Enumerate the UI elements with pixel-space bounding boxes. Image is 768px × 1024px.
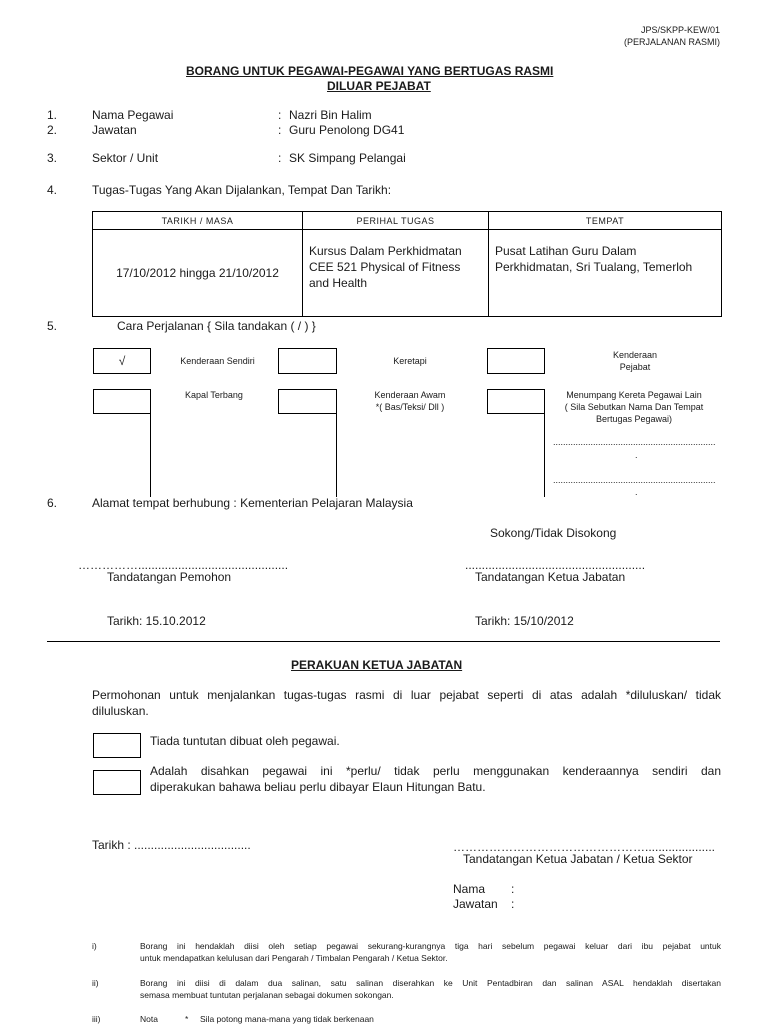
cell-task-line: CEE 521 Physical of Fitness	[309, 260, 461, 274]
note-text: Sila potong mana-mana yang tidak berkenaan	[200, 1014, 374, 1024]
section-6-number: 6.	[47, 496, 58, 510]
field-colon: :	[278, 108, 282, 122]
form-type: (PERJALANAN RASMI)	[623, 37, 720, 47]
header-task: PERIHAL TUGAS	[303, 212, 489, 230]
head-date: Tarikh: 15/10/2012	[475, 614, 574, 628]
note-number: i)	[92, 941, 97, 951]
section-4-number: 4.	[47, 183, 58, 197]
label-office-vehicle	[585, 349, 685, 373]
cell-task-line: and Health	[309, 276, 368, 290]
field-number: 3.	[47, 151, 58, 165]
certification-signature-line: ………………………………………….....................	[453, 840, 715, 854]
checkbox-airplane[interactable]	[93, 389, 151, 414]
applicant-date: Tarikh: 15.10.2012	[107, 614, 206, 628]
field-number: 1.	[47, 108, 58, 122]
note-line: Borang ini diisi di dalam dua salinan, satu salinan diserahkan ke Unit Pentadbiran dan salinan ASAL hendaklah disertakan	[140, 978, 721, 988]
form-title-line1: BORANG UNTUK PEGAWAI-PEGAWAI YANG BERTUGAS RASMI	[186, 64, 554, 78]
cell-place-line: Perkhidmatan, Sri Tualang, Temerloh	[495, 260, 693, 274]
table-header-row	[93, 212, 722, 230]
option-label-line: Kenderaan Sendiri	[180, 356, 255, 366]
field-value-sector: SK Simpang Pelangai	[289, 151, 406, 165]
support-status: Sokong/Tidak Disokong	[490, 526, 617, 540]
position-colon: :	[511, 897, 515, 911]
checkbox-mileage-allowance[interactable]	[93, 770, 141, 795]
divider-line	[150, 413, 151, 497]
option-label-line: Keretapi	[393, 356, 427, 366]
field-colon: :	[278, 151, 282, 165]
ride-along-fill-dot-1: .	[635, 450, 638, 460]
option-label-line: Kenderaan	[612, 350, 658, 360]
certification-signature-label: Tandatangan Ketua Jabatan / Ketua Sektor	[463, 852, 693, 866]
table-row	[93, 230, 722, 317]
field-label: Sektor / Unit	[92, 151, 159, 165]
ride-along-fill-dot-2: .	[635, 487, 638, 497]
applicant-signature-line: …………….............................................	[78, 558, 289, 572]
option-label-line: Kenderaan Awam	[374, 390, 446, 400]
address-line	[92, 496, 413, 510]
note-line: semasa membuat tuntutan perjalanan sebagai dokumen sokongan.	[140, 990, 394, 1000]
name-label: Nama	[453, 882, 486, 896]
option-label-line: Menumpang Kereta Pegawai Lain	[566, 390, 702, 400]
field-label: Nama Pegawai	[92, 108, 174, 122]
checkbox-train[interactable]	[278, 348, 337, 374]
section-5-label: Cara Perjalanan { Sila tandakan ( / ) }	[117, 319, 316, 333]
form-title-line2: DILUAR PEJABAT	[327, 79, 431, 93]
section-divider	[47, 641, 720, 642]
label-public-transport	[350, 389, 470, 413]
option-label-line: Kapal Terbang	[185, 390, 243, 400]
note-line: untuk mendapatkan kelulusan dari Pengarah / Timbalan Pengarah / Ketua Sektor.	[140, 953, 448, 963]
note-asterisk: *	[185, 1014, 189, 1024]
field-label: Jawatan	[92, 123, 137, 137]
ride-along-fill-line-2: .................................................................	[553, 475, 716, 485]
certification-date: Tarikh : ...................................	[92, 838, 251, 852]
checkbox-office-vehicle[interactable]	[487, 348, 545, 374]
cell-task-line: Kursus Dalam Perkhidmatan	[309, 244, 462, 258]
label-train	[360, 355, 460, 367]
form-code: JPS/SKPP-KEW/01	[640, 25, 720, 35]
applicant-signature-label: Tandatangan Pemohon	[107, 570, 232, 584]
certification-statement-line: Permohonan untuk menjalankan tugas-tugas rasmi di luar pejabat seperti di atas adalah *diluluskan/ tidak	[92, 688, 721, 702]
head-signature-line: ......................................................	[465, 558, 645, 572]
cell-task	[303, 230, 489, 317]
mileage-allowance-line: Adalah disahkan pegawai ini *perlu/ tidak perlu menggunakan kenderaannya sendiri dan	[150, 764, 721, 778]
head-signature-label: Tandatangan Ketua Jabatan	[475, 570, 626, 584]
label-own-vehicle	[160, 355, 275, 367]
field-value-position: Guru Penolong DG41	[289, 123, 405, 137]
divider-line	[544, 413, 545, 497]
option-label-line: Pejabat	[619, 362, 651, 372]
cell-place-line: Pusat Latihan Guru Dalam	[495, 244, 637, 258]
cell-place	[489, 230, 722, 317]
note-number: ii)	[92, 978, 99, 988]
checkbox-no-claim[interactable]	[93, 733, 141, 758]
certification-statement-line: diluluskan.	[92, 704, 149, 718]
cell-date: 17/10/2012 hingga 21/10/2012	[93, 230, 303, 317]
checkbox-own-vehicle[interactable]	[93, 348, 151, 374]
divider-line	[336, 413, 337, 497]
field-value-name: Nazri Bin Halim	[289, 108, 372, 122]
name-colon: :	[511, 882, 515, 896]
label-ride-along	[548, 389, 720, 425]
option-label-line: ( Sila Sebutkan Nama Dan Tempat	[564, 402, 704, 412]
section-4-label: Tugas-Tugas Yang Akan Dijalankan, Tempat Dan Tarikh:	[92, 183, 392, 197]
mileage-allowance-line: diperakukan bahawa beliau perlu dibayar Elaun Hitungan Batu.	[150, 780, 486, 794]
field-colon: :	[278, 123, 282, 137]
note-line: Borang ini hendaklah diisi oleh setiap pegawai sekurang-kurangnya tiga hari sebelum pegawai keluar dari ibu pejabat untuk	[140, 941, 721, 951]
duties-table	[92, 211, 722, 317]
header-place: TEMPAT	[489, 212, 722, 230]
option-label-line: *( Bas/Teksi/ Dll )	[375, 402, 445, 412]
section-5-number: 5.	[47, 319, 58, 333]
position-label: Jawatan	[453, 897, 498, 911]
no-claim-text: Tiada tuntutan dibuat oleh pegawai.	[150, 734, 340, 748]
check-mark-icon: √	[118, 354, 126, 368]
ride-along-fill-line-1: .................................................................	[553, 437, 716, 447]
checkbox-public-transport[interactable]	[278, 389, 337, 414]
checkbox-ride-along[interactable]	[487, 389, 545, 414]
option-label-line: Bertugas Pegawai)	[595, 414, 673, 424]
address-value: Kementerian Pelajaran Malaysia	[240, 496, 413, 510]
note-label: Nota	[140, 1014, 158, 1024]
note-number: iii)	[92, 1014, 101, 1024]
certification-title: PERAKUAN KETUA JABATAN	[291, 658, 463, 672]
header-date: TARIKH / MASA	[93, 212, 303, 230]
address-label: Alamat tempat berhubung :	[92, 496, 237, 510]
label-airplane	[160, 389, 268, 401]
field-number: 2.	[47, 123, 58, 137]
